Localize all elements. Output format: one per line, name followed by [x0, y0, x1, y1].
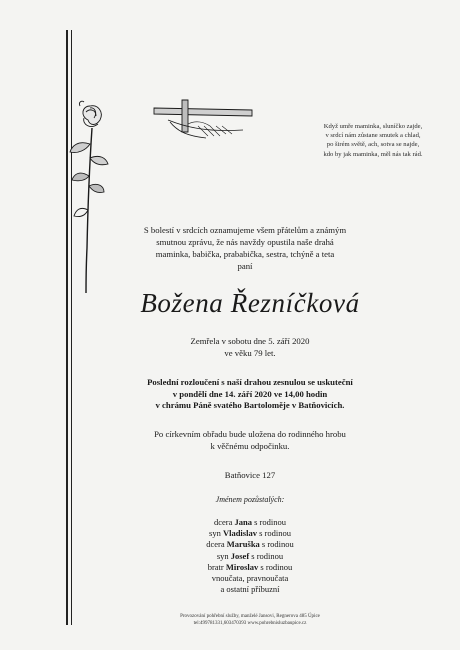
family-member: a ostatní příbuzní: [220, 584, 280, 595]
footer-line: Provozování pohřební služby, manželé Jansovi, Regnerova 485 Úpice: [180, 614, 320, 619]
death-line: ve věku 79 let.: [224, 347, 276, 358]
funeral-line: Poslední rozloučení s naší drahou zesnulou se uskuteční: [147, 377, 353, 387]
urn-info: [120, 428, 380, 452]
intro-line: maminka, babička, prababička, sestra, tchýně a teta: [155, 249, 335, 259]
intro-line: paní: [237, 261, 253, 271]
poem-line: Když umře maminka, sluníčko zajde,: [323, 123, 423, 130]
urn-line: Po církevním obřadu bude uložena do rodinného hrobu: [154, 429, 346, 439]
funeral-line: v chrámu Páně svatého Bartoloměje v Batňovicích.: [155, 400, 345, 410]
family-list: [150, 517, 350, 595]
footer-line: tel:499781331,603470393 www.pohrebnisluzbaupice.cz: [193, 621, 307, 626]
funeral-info: [95, 377, 405, 412]
family-member: bratr Miroslav s rodinou: [207, 561, 293, 572]
poem-line: kdo by jak maminka, měl nás tak rád.: [323, 150, 423, 158]
poem-line: po širém světě, ach, sotva se najde,: [326, 141, 420, 149]
family-member: dcera Jana s rodinou: [213, 517, 286, 527]
death-line: Zemřela v sobotu dne 5. září 2020: [190, 336, 310, 346]
announcement-intro: [125, 224, 365, 272]
funeral-line: v pondělí dne 14. září 2020 ve 14,00 hodin: [172, 388, 328, 399]
address: Batňovice 127: [224, 470, 276, 480]
death-info: [150, 336, 350, 359]
deceased-name: Božena Řezníčková: [140, 288, 360, 318]
footer: [120, 613, 380, 627]
rose-icon: [60, 98, 115, 298]
urn-line: k věčnému odpočinku.: [210, 441, 290, 451]
cross-icon: [148, 96, 268, 146]
family-member: vnoučata, pravnoučata: [211, 573, 289, 584]
family-member: syn Josef s rodinou: [216, 550, 284, 561]
family-member: dcera Maruška s rodinou: [206, 539, 294, 550]
intro-line: S bolestí v srdcích oznamujeme všem přátelům a známým: [143, 225, 347, 235]
family-member: syn Vladislav s rodinou: [209, 528, 291, 539]
poem: [293, 122, 453, 159]
on-behalf-heading: Jménem pozůstalých:: [215, 495, 285, 504]
poem-line: v srdcí nám zůstane smutek a chlad,: [325, 132, 421, 140]
intro-line: smutnou zprávu, že nás navždy opustila naše drahá: [156, 237, 334, 247]
